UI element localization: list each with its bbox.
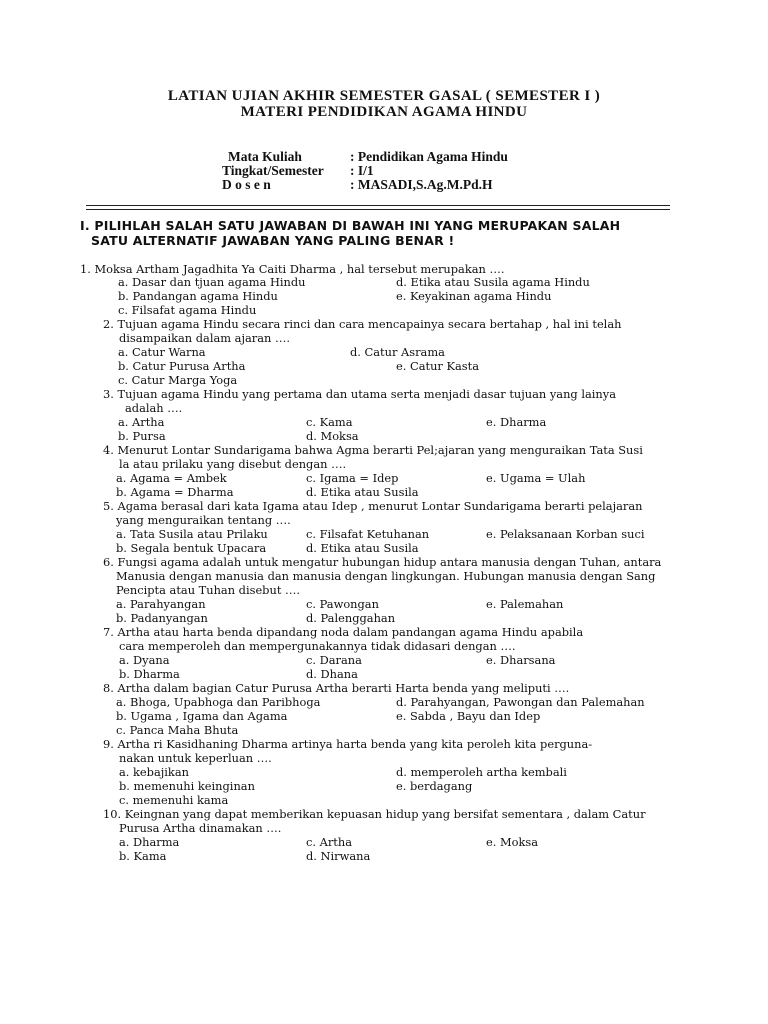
q9-option-d: d. memperoleh artha kembali [396,765,567,779]
double-rule-divider [86,204,670,212]
q3-option-b: b. Pursa [118,429,166,443]
q5-option-c: c. Filsafat Ketuhanan [306,527,430,541]
question-10: 10. Keingnan yang dapat memberikan kepuasan hidup yang bersifat sementara , dalam Catur [103,807,646,821]
q2-option-d: d. Catur Asrama [350,345,445,359]
question-6-cont-2: Pencipta atau Tuhan disebut …. [116,583,301,597]
q7-option-c: c. Darana [306,653,362,667]
question-10-cont: Purusa Artha dinamakan …. [119,821,282,835]
instruction-line-1: I. PILIHLAH SALAH SATU JAWABAN DI BAWAH INI YANG MERUPAKAN SALAH [80,218,621,233]
q5-option-a: a. Tata Susila atau Prilaku [116,527,268,541]
q2-option-b: b. Catur Purusa Artha [118,359,246,373]
q8-option-b: b. Ugama , Igama dan Agama [116,709,288,723]
q5-option-b: b. Segala bentuk Upacara [116,541,267,555]
q6-option-a: a. Parahyangan [116,597,206,611]
question-5-cont: yang menguraikan tentang …. [116,513,291,527]
q7-option-a: a. Dyana [119,653,170,667]
exam-title: LATIAN UJIAN AKHIR SEMESTER GASAL ( SEMESTER I ) [167,88,601,104]
question-6-cont-1: Manusia dengan manusia dan manusia dengan lingkungan. Hubungan manusia dengan Sang [116,569,656,583]
q7-option-e: e. Dharsana [486,653,556,667]
q9-option-a: a. kebajikan [119,765,189,779]
q6-option-e: e. Palemahan [486,597,564,611]
q10-option-a: a. Dharma [119,835,180,849]
q1-option-a: a. Dasar dan tjuan agama Hindu [118,275,306,289]
q4-option-e: e. Ugama = Ulah [486,471,586,485]
meta-label-course: Mata Kuliah [228,149,302,164]
q1-option-b: b. Pandangan agama Hindu [118,289,278,303]
q4-option-b: b. Agama = Dharma [116,485,234,499]
question-7-cont: cara memperoleh dan mempergunakannya tidak didasari dengan …. [119,639,516,653]
q6-option-b: b. Padanyangan [116,611,208,625]
q7-option-d: d. Dhana [306,667,358,681]
q1-option-d: d. Etika atau Susila agama Hindu [396,275,590,289]
meta-label-level: Tingkat/Semester [222,163,324,178]
q6-option-d: d. Palenggahan [306,611,396,625]
meta-label-lecturer: D o s e n [222,177,271,192]
q1-option-e: e. Keyakinan agama Hindu [396,289,552,303]
q7-option-b: b. Dharma [119,667,180,681]
meta-value-course: : Pendidikan Agama Hindu [350,149,508,164]
question-9-cont: nakan untuk keperluan …. [119,751,272,765]
question-5: 5. Agama berasal dari kata Igama atau Idep , menurut Lontar Sundarigama berarti pelajaran [103,499,643,513]
q2-option-e: e. Catur Kasta [396,359,479,373]
q9-option-c: c. memenuhi kama [119,793,229,807]
question-9: 9. Artha ri Kasidhaning Dharma artinya harta benda yang kita peroleh kita perguna- [103,737,593,751]
instruction-line-2: SATU ALTERNATIF JAWABAN YANG PALING BENAR ! [91,233,455,248]
question-8: 8. Artha dalam bagian Catur Purusa Artha berarti Harta benda yang meliputi …. [103,681,570,695]
q3-option-a: a. Artha [118,415,165,429]
q10-option-b: b. Kama [119,849,167,863]
question-3-cont: adalah …. [125,401,183,415]
question-3: 3. Tujuan agama Hindu yang pertama dan utama serta menjadi dasar tujuan yang lainya [103,387,616,401]
q5-option-e: e. Pelaksanaan Korban suci [486,527,645,541]
q9-option-e: e. berdagang [396,779,473,793]
meta-value-lecturer: : MASADI,S.Ag.M.Pd.H [350,177,493,192]
q8-option-c: c. Panca Maha Bhuta [116,723,239,737]
q3-option-e: e. Dharma [486,415,547,429]
question-1: 1. Moksa Artham Jagadhita Ya Caiti Dharma , hal tersebut merupakan …. [80,262,505,276]
q3-option-c: c. Kama [306,415,353,429]
q9-option-b: b. memenuhi keinginan [119,779,255,793]
q5-option-d: d. Etika atau Susila [306,541,419,555]
q10-option-d: d. Nirwana [306,849,371,863]
q2-option-a: a. Catur Warna [118,345,206,359]
meta-value-level: : I/1 [350,163,374,178]
q1-option-c: c. Filsafat agama Hindu [118,303,257,317]
q8-option-a: a. Bhoga, Upabhoga dan Paribhoga [116,695,321,709]
q4-option-a: a. Agama = Ambek [116,471,227,485]
q10-option-c: c. Artha [306,835,352,849]
question-4-cont: la atau prilaku yang disebut dengan …. [119,457,347,471]
q6-option-c: c. Pawongan [306,597,379,611]
question-6: 6. Fungsi agama adalah untuk mengatur hubungan hidup antara manusia dengan Tuhan, antara [103,555,662,569]
q3-option-d: d. Moksa [306,429,359,443]
exam-subtitle: MATERI PENDIDIKAN AGAMA HINDU [240,104,528,120]
question-4: 4. Menurut Lontar Sundarigama bahwa Agma berarti Pel;ajaran yang menguraikan Tata Susi [103,443,643,457]
question-7: 7. Artha atau harta benda dipandang noda dalam pandangan agama Hindu apabila [103,625,584,639]
q10-option-e: e. Moksa [486,835,539,849]
q2-option-c: c. Catur Marga Yoga [118,373,238,387]
q8-option-e: e. Sabda , Bayu dan Idep [396,709,541,723]
q8-option-d: d. Parahyangan, Pawongan dan Palemahan [396,695,645,709]
q4-option-c: c. Igama = Idep [306,471,399,485]
question-2: 2. Tujuan agama Hindu secara rinci dan cara mencapainya secara bertahap , hal ini telah [103,317,622,331]
question-2-cont: disampaikan dalam ajaran …. [119,331,291,345]
q4-option-d: d. Etika atau Susila [306,485,419,499]
